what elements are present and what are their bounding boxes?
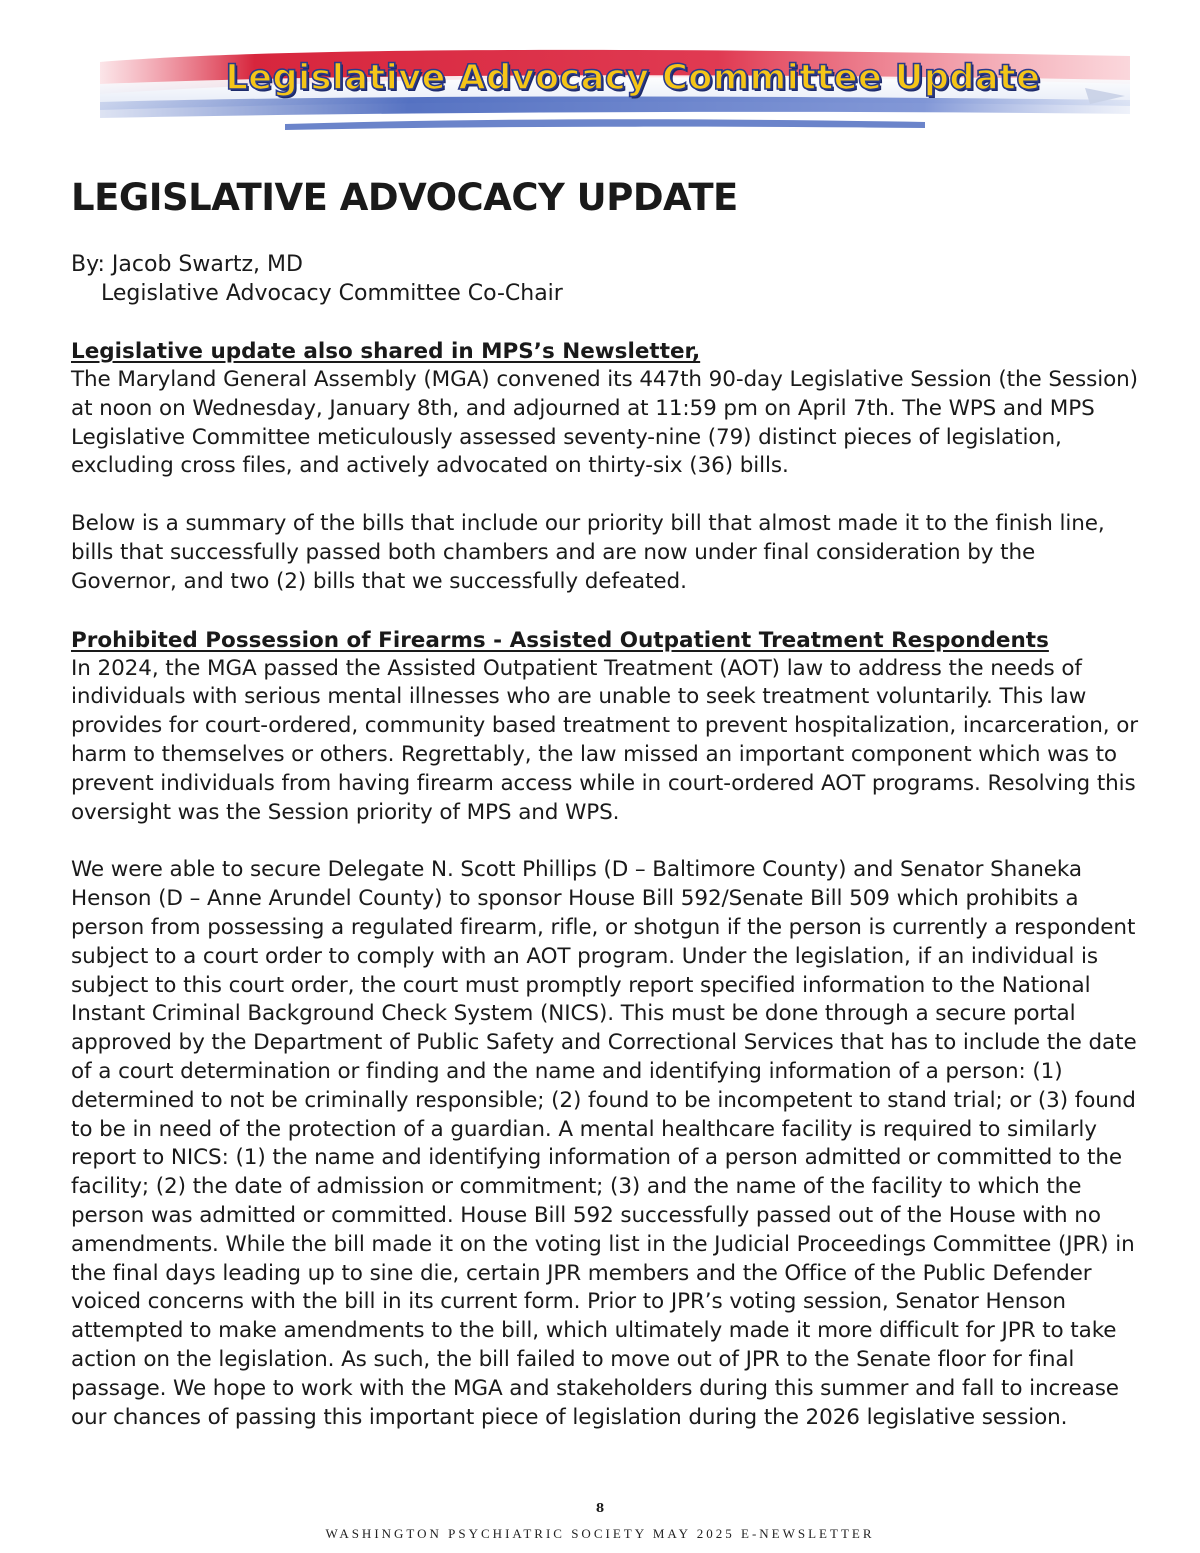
paragraph: The Maryland General Assembly (MGA) convened its 447th 90-day Legislative Session (the Session) at noon on Wednesday, January 8th, and adjourned at 11:59 pm on April 7th. The WPS and MPS Legislative Committee meticulously assessed seventy-nine (79) distinct pieces of legislation, excluding cross files, and actively advocated on thirty-six (36) bills. — [71, 367, 1138, 479]
section-heading: Prohibited Possession of Firearms - Assisted Outpatient Treatment Respondents — [71, 627, 1049, 653]
section-heading: Legislative update also shared in MPS’s Newsletter, — [71, 339, 701, 364]
paragraph: We were able to secure Delegate N. Scott Phillips (D – Baltimore County) and Senator Shaneka Henson (D – Anne Arundel County) to sponsor House Bill 592/Senate Bill 509 which prohibits a person from possessing a regulated firearm, rifle, or shotgun if the person is currently a respondent subject to a court order to comply with an AOT program. Under the legislation, if an individual is subject to this court order, the court must promptly report specified information to the National Instant Criminal Background Check System (NICS). This must be done through a secure portal approved by the Department of Public Safety and Correctional Services that has to include the date of a court determination or finding and the name and identifying information of a person: (1) determined to not be criminally responsible; (2) found to be incompetent to stand trial; or (3) found to be in need of the protection of a guardian. A mental healthcare facility is required to similarly report to NICS: (1) the name and identifying information of a person admitted or committed to the facility; (2) the date of admission or commitment; (3) and the name of the facility to which the person was admitted or committed. House Bill 592 successfully passed out of the House with no amendments. While the bill made it on the voting list in the Judicial Proceedings Committee (JPR) in the final days leading up to sine die, certain JPR members and the Office of the Public Defender voiced concerns with the bill in its current form. Prior to JPR’s voting session, Senator Henson attempted to make amendments to the bill, which ultimately made it more difficult for JPR to take action on the legislation. As such, the bill failed to move out of JPR to the Senate floor for final passage. We hope to work with the MGA and stakeholders during this summer and fall to increase our chances of passing this important piece of legislation during the 2026 legislative session. — [71, 857, 1137, 1430]
article-title: LEGISLATIVE ADVOCACY UPDATE — [71, 176, 738, 219]
section-firearms-aot — [71, 626, 1141, 1433]
byline: By: Jacob Swartz, MD — [71, 252, 303, 277]
page-number: 8 — [595, 1501, 605, 1515]
paragraph: In 2024, the MGA passed the Assisted Outpatient Treatment (AOT) law to address the needs of individuals with serious mental illnesses who are unable to seek treatment voluntarily. This law provides for court-ordered, community based treatment to prevent hospitalization, incarceration, or harm to themselves or others. Regrettably, the law missed an important component which was to prevent individuals from having firearm access while in court-ordered AOT programs. Resolving this oversight was the Session priority of MPS and WPS. — [71, 655, 1139, 825]
newsletter-banner — [95, 44, 1135, 136]
article — [71, 176, 1141, 1461]
byline-role: Legislative Advocacy Committee Co-Chair — [101, 281, 563, 306]
paragraph: Below is a summary of the bills that include our priority bill that almost made it to the finish line, bills that successfully passed both chambers and are now under final consideration by the Governor, and two (2) bills that we successfully defeated. — [71, 511, 1105, 594]
banner-title: Legislative Advocacy Committee Update — [225, 58, 1041, 98]
publication-footer: WASHINGTON PSYCHIATRIC SOCIETY MAY 2025 E-NEWSLETTER — [325, 1526, 875, 1541]
section-newsletter-overview — [71, 337, 1141, 597]
